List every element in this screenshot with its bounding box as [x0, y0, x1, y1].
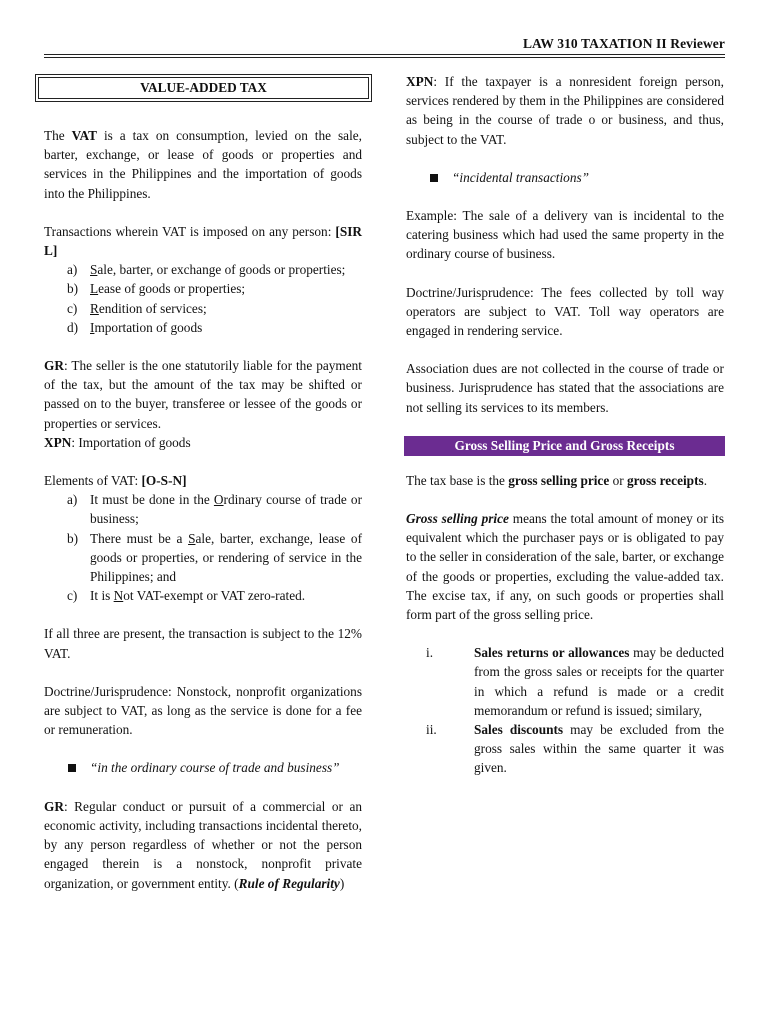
- section-title-vat: VALUE-ADDED TAX: [38, 77, 369, 99]
- example-delivery-van: Example: The sale of a delivery van is incidental to the catering business which had used the same property in the ordinary course of business.: [406, 208, 724, 262]
- general-rule-seller: GR: The seller is the one statutorily liable for the payment of the tax, but the amount of the tax may be shifted or passed on to the buyer, transferee or lessee of the goods or properties or services.: [44, 358, 362, 431]
- exception-importation: XPN: Importation of goods: [44, 434, 191, 450]
- square-bullet-icon: [430, 174, 438, 182]
- transactions-list: [44, 260, 362, 337]
- association-dues: Association dues are not collected in the course of trade or business. Jurisprudence has stated that the associations are not selling its services to its members.: [406, 361, 724, 415]
- list-item: a) Sale, barter, or exchange of goods or properties;: [67, 262, 346, 278]
- right-column: [406, 72, 724, 778]
- deductions-list: [406, 643, 724, 777]
- list-item: c) It is Not VAT-exempt or VAT zero-rated.: [67, 588, 306, 604]
- header-rule-double: [44, 57, 725, 58]
- section-title-gross-selling-price: Gross Selling Price and Gross Receipts: [404, 436, 725, 456]
- bullet-incidental: “incidental transactions”: [406, 168, 724, 187]
- elements-list: [44, 490, 362, 605]
- left-column: [44, 72, 362, 893]
- exception-nonresident: XPN: If the taxpayer is a nonresident foreign person, services rendered by them in the Philippines are considered as being in the course of trade o or business, and thus, subject to the VAT.: [406, 74, 724, 147]
- transactions-intro: Transactions wherein VAT is imposed on any person: [SIR L]: [44, 223, 362, 259]
- list-item: a) It must be done in the Ordinary course of trade or business;: [67, 492, 362, 527]
- list-item: c) Rendition of services;: [67, 300, 207, 316]
- doctrine-nonstock: Doctrine/Jurisprudence: Nonstock, nonprofit organizations are subject to VAT, as long as the service is done for a fee or remuneration.: [44, 683, 362, 738]
- doctrine-toll-way: Doctrine/Jurisprudence: The fees collected by toll way operators are subject to VAT. Toll way operators are engaged in rendering service.: [406, 284, 724, 339]
- list-item: d) Importation of goods: [67, 319, 203, 335]
- header-rule: [44, 54, 725, 55]
- list-item: i. Sales returns or allowances may be deducted from the gross sales or receipts for the quarter in which a refund is made or a credit memorandum or refund is issued; similary,: [426, 645, 724, 718]
- gross-selling-price-definition: Gross selling price means the total amount of money or its equivalent which the purchaser pays or is obligated to pay to the seller in consideration of the sale, barter, or exchange of the goods or properties, excluding the value-added tax. The excise tax, if any, on such goods or properties shall form part of the gross selling price.: [406, 511, 725, 623]
- list-item: b) Lease of goods or properties;: [67, 281, 246, 297]
- bullet-ordinary-course: “in the ordinary course of trade and business”: [44, 758, 362, 777]
- vat-definition: The VAT is a tax on consumption, levied on the sale, barter, exchange, or lease of goods or properties and services in the Philippines and the importation of goods into the Philippines.: [44, 128, 363, 201]
- tax-base: The tax base is the gross selling price or gross receipts.: [406, 472, 708, 488]
- general-rule-regularity: GR: Regular conduct or pursuit of a commercial or an economic activity, including transactions incidental thereto, by any person regardless of whether or not the person engaged therein is a nonstock, nonprofit private organization, or government entity. (Rule of Regularity): [44, 798, 362, 891]
- list-item: ii. Sales discounts may be excluded from the gross sales within the same quarter it was given.: [426, 722, 724, 776]
- elements-intro: Elements of VAT: [O-S-N]: [44, 473, 187, 489]
- square-bullet-icon: [68, 764, 76, 772]
- header-title: LAW 310 TAXATION II Reviewer: [522, 36, 725, 51]
- all-three-rule: If all three are present, the transaction is subject to the 12% VAT.: [44, 626, 362, 661]
- page-header: [44, 34, 725, 58]
- list-item: b) There must be a Sale, barter, exchange, lease of goods or properties, or rendering of service in the Philippines; and: [67, 530, 362, 585]
